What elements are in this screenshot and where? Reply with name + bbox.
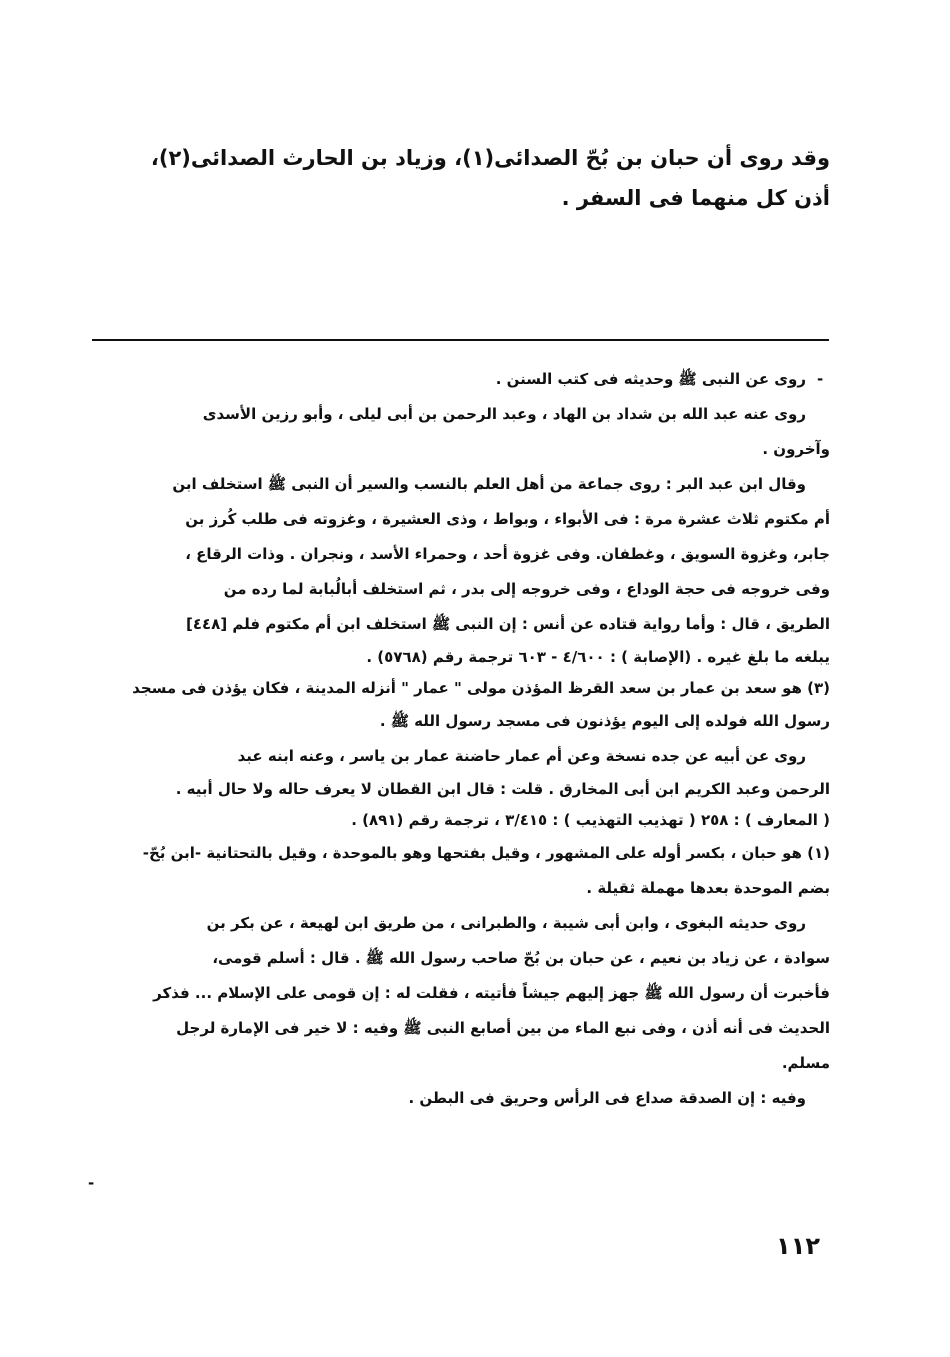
footnote-line: (٣) هو سعد بن عمار بن سعد القرظ المؤذن مولى " عمار " أنزله المدينة ، فكان يؤذن فى مسجد <box>132 679 830 697</box>
footnote-line: روى حديثه البغوى ، وابن أبى شيبة ، والطبرانى ، من طريق ابن لهيعة ، عن بكر بن <box>206 914 806 932</box>
footnote-line: جابر، وغزوة السويق ، وغطفان. وفى غزوة أحد ، وحمراء الأسد ، ونجران . وذات الرقاع ، <box>185 545 830 563</box>
footnote-line: رسول الله فولده إلى اليوم يؤذنون فى مسجد رسول الله ﷺ . <box>379 712 830 730</box>
footnote-line: الحديث فى أنه أذن ، وفى نبع الماء من بين أصابع النبى ﷺ وفيه : لا خير فى الإمارة لرجل <box>176 1019 830 1037</box>
footnote-line: ( المعارف ) : ٢٥٨ ( تهذيب التهذيب ) : ٣/٤١٥ ، ترجمة رقم (٨٩١) . <box>351 811 830 829</box>
footnote-line: روى عن أبيه عن جده نسخة وعن أم عمار حاضنة عمار بن ياسر ، وعنه ابنه عبد <box>237 747 806 765</box>
footnote-line: الرحمن وعبد الكريم ابن أبى المخارق . قلت : قال ابن القطان لا يعرف حاله ولا حال أبيه . <box>175 780 830 798</box>
footnote-line: روى عنه عبد الله بن شداد بن الهاد ، وعبد الرحمن بن أبى ليلى ، وأبو رزين الأسدى <box>202 405 806 423</box>
page-number: ١١٢ <box>776 1232 820 1260</box>
footnote-line: فأخبرت أن رسول الله ﷺ جهز إليهم جيشاً فأتيته ، فقلت له : إن قومى على الإسلام ... فذكر <box>153 984 830 1002</box>
footnote-line: وقال ابن عبد البر : روى جماعة من أهل العلم بالنسب والسير أن النبى ﷺ استخلف ابن <box>172 475 806 493</box>
main-text-line-1: وقد روى أن حبان بن بُحّ الصدائى(١)، وزياد بن الحارث الصدائى(٢)، <box>150 146 830 170</box>
footnote-continuation-mark-top: - <box>817 370 824 388</box>
footnotes <box>90 362 830 1116</box>
footnote-line: وآخرون . <box>762 440 830 458</box>
footnote-line: الطريق ، قال : وأما رواية قتاده عن أنس : إن النبى ﷺ استخلف ابن أم مكتوم فلم [٤٤٨] <box>185 615 830 633</box>
footnote-line: يبلغه ما بلغ غيره . (الإصابة ) : ٤/٦٠٠ - ٦٠٣ ترجمة رقم (٥٧٦٨) . <box>366 648 830 666</box>
footnote-line: بضم الموحدة بعدها مهملة ثقيلة . <box>586 879 830 897</box>
footnote-line: (١) هو حبان ، بكسر أوله على المشهور ، وقيل بفتحها وهو بالموحدة ، وقيل بالتحتانية -ابن بُحّ- <box>142 844 830 862</box>
footnote-line: سوادة ، عن زياد بن نعيم ، عن حبان بن بُحّ صاحب رسول الله ﷺ . قال : أسلم قومى، <box>212 949 830 967</box>
footnote-line: مسلم. <box>781 1054 830 1072</box>
footnote-line: أم مكتوم ثلاث عشرة مرة : فى الأبواء ، وبواط ، وذى العشيرة ، وغزوته فى طلب كُرز بن <box>185 510 830 528</box>
footnote-continuation-mark-bottom: - <box>88 1174 95 1192</box>
footnote-line: روى عن النبى ﷺ وحديثه فى كتب السنن . <box>495 370 806 388</box>
main-text <box>90 138 830 218</box>
footnote-line: وفيه : إن الصدقة صداع فى الرأس وحريق فى البطن . <box>408 1089 806 1107</box>
footnote-divider <box>92 339 829 341</box>
footnote-line: وفى خروجه فى حجة الوداع ، وفى خروجه إلى بدر ، ثم استخلف أبالُبابة لما رده من <box>223 580 830 598</box>
main-text-line-2: أذن كل منهما فى السفر . <box>561 186 830 210</box>
